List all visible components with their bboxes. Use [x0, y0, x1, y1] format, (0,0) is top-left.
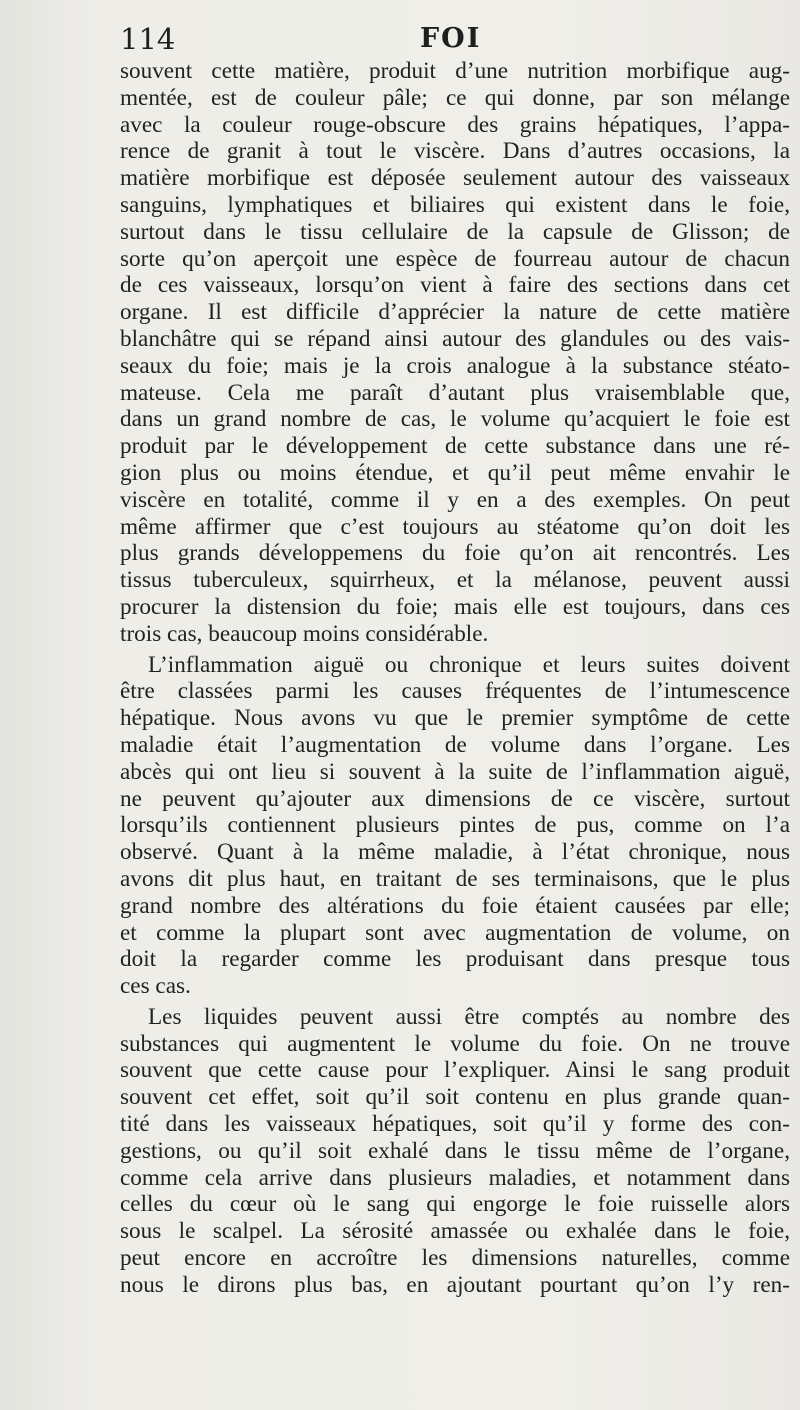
- text-line: viscère en totalité, comme il y en a des exemples. On peut: [120, 486, 790, 513]
- text-line: plus grands développemens du foie qu’on ait rencontrés. Les: [120, 540, 790, 567]
- text-line: substances qui augmentent le volume du foie. On ne trouve: [120, 1030, 790, 1057]
- page-header: [120, 22, 790, 56]
- text-line: ne peuvent qu’ajouter aux dimensions de ce viscère, surtout: [120, 785, 790, 812]
- text-line: organe. Il est difficile d’apprécier la nature de cette matière: [120, 299, 790, 326]
- text-line: celles du cœur où le sang qui engorge le foie ruisselle alors: [120, 1191, 790, 1218]
- text-line: seaux du foie; mais je la crois analogue à la substance stéato-: [120, 352, 790, 379]
- text-line: ces cas.: [120, 973, 191, 1000]
- text-line: mateuse. Cela me paraît d’autant plus vraisemblable que,: [120, 379, 790, 406]
- bleed-through-shadow: [650, 1248, 740, 1278]
- paragraph: [120, 58, 790, 648]
- text-line: procurer la distension du foie; mais elle est toujours, dans ces: [120, 593, 790, 620]
- text-line: tité dans les vaisseaux hépatiques, soit qu’il y forme des con-: [120, 1111, 790, 1138]
- text-line: de ces vaisseaux, lorsqu’on vient à faire des sections dans cet: [120, 272, 790, 299]
- text-line: dans un grand nombre de cas, le volume qu’acquiert le foie est: [120, 406, 790, 433]
- page-number: 114: [120, 22, 176, 56]
- text-line: gestions, ou qu’il soit exhalé dans le tissu même de l’organe,: [120, 1137, 790, 1164]
- text-line: maladie était l’augmentation de volume dans l’organe. Les: [120, 731, 790, 758]
- body-text: [120, 58, 790, 1299]
- paragraph: [120, 652, 790, 1000]
- text-line: avec la couleur rouge-obscure des grains hépatiques, l’appa-: [120, 111, 790, 138]
- text-line: souvent cette matière, produit d’une nutrition morbifique aug-: [120, 58, 790, 84]
- text-line: L’inflammation aiguë ou chronique et leurs suites doivent: [148, 651, 790, 678]
- running-head: FOI: [420, 23, 482, 54]
- text-line: souvent cet effet, soit qu’il soit contenu en plus grande quan-: [120, 1084, 790, 1111]
- text-line: grand nombre des altérations du foie étaient causées par elle;: [120, 892, 790, 919]
- text-line: doit la regarder comme les produisant dans presque tous: [120, 946, 790, 973]
- text-line: même affirmer que c’est toujours au stéatome qu’on doit les: [120, 513, 790, 540]
- text-line: sanguins, lymphatiques et biliaires qui existent dans le foie,: [120, 191, 790, 218]
- text-line: abcès qui ont lieu si souvent à la suite de l’inflammation aiguë,: [120, 758, 790, 785]
- text-line: surtout dans le tissu cellulaire de la capsule de Glisson; de: [120, 218, 790, 245]
- text-line: tissus tuberculeux, squirrheux, et la mélanose, peuvent aussi: [120, 567, 790, 594]
- text-line: et comme la plupart sont avec augmentation de volume, on: [120, 919, 790, 946]
- text-line: hépatique. Nous avons vu que le premier symptôme de cette: [120, 705, 790, 732]
- text-line: produit par le développement de cette substance dans une ré-: [120, 433, 790, 460]
- text-line: nous le dirons plus bas, en ajoutant pourtant qu’on l’y ren-: [120, 1271, 790, 1298]
- text-line: sorte qu’on aperçoit une espèce de fourreau autour de chacun: [120, 245, 790, 272]
- text-line: trois cas, beaucoup moins considérable.: [120, 620, 489, 647]
- text-line: être classées parmi les causes fréquentes de l’intumescence: [120, 678, 790, 705]
- text-line: souvent que cette cause pour l’expliquer. Ainsi le sang produit: [120, 1057, 790, 1084]
- text-line: lorsqu’ils contiennent plusieurs pintes de pus, comme on l’a: [120, 812, 790, 839]
- text-line: observé. Quant à la même maladie, à l’état chronique, nous: [120, 839, 790, 866]
- text-line: avons dit plus haut, en traitant de ses terminaisons, que le plus: [120, 865, 790, 892]
- text-line: Les liquides peuvent aussi être comptés au nombre des: [148, 1003, 790, 1030]
- text-line: mentée, est de couleur pâle; ce qui donne, par son mélange: [120, 84, 790, 111]
- text-line: comme cela arrive dans plusieurs maladies, et notamment dans: [120, 1164, 790, 1191]
- text-line: matière morbifique est déposée seulement autour des vaisseaux: [120, 165, 790, 192]
- text-line: rence de granit à tout le viscère. Dans d’autres occasions, la: [120, 138, 790, 165]
- text-line: blanchâtre qui se répand ainsi autour des glandules ou des vais-: [120, 325, 790, 352]
- text-line: peut encore en accroître les dimensions naturelles, comme: [120, 1245, 790, 1272]
- text-line: gion plus ou moins étendue, et qu’il peut même envahir le: [120, 459, 790, 486]
- text-line: sous le scalpel. La sérosité amassée ou exhalée dans le foie,: [120, 1218, 790, 1245]
